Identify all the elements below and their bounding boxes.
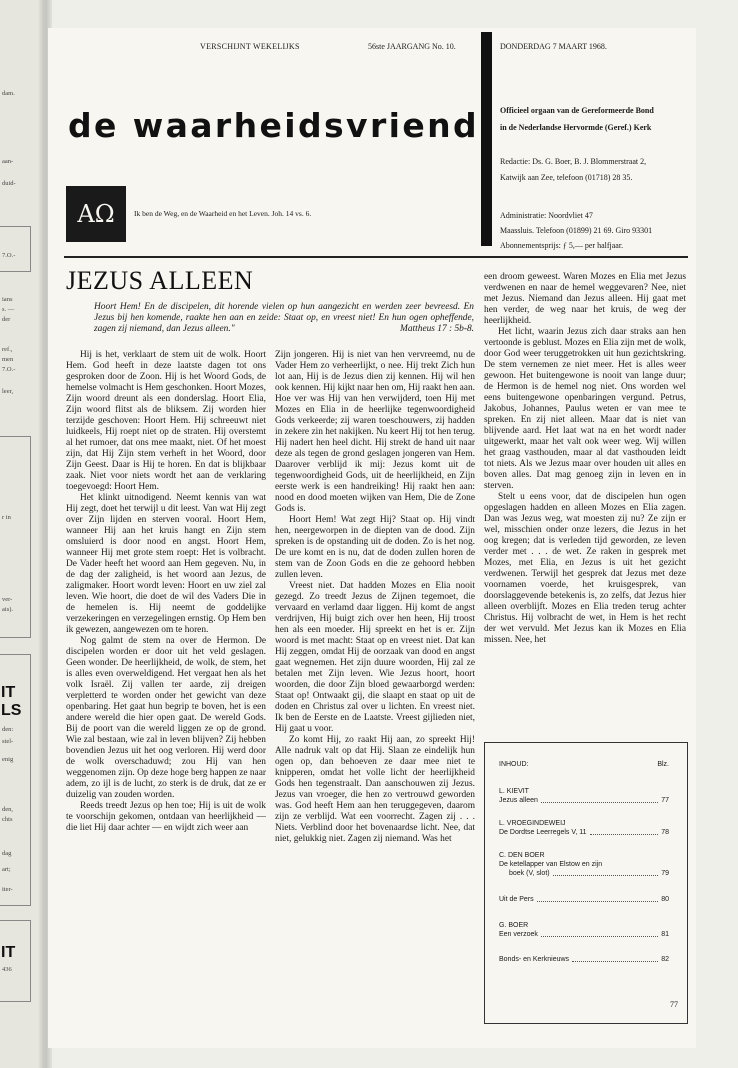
toc-title: Bonds- en Kerknieuws xyxy=(499,956,570,963)
article-column-2 xyxy=(275,350,475,1038)
editorial-line: Katwijk aan Zee, telefoon (01718) 28 35. xyxy=(500,173,633,182)
prev-page-fragment: ians xyxy=(2,296,13,303)
admin-line: Maassluis. Telefoon (01899) 21 69. Giro 93301 xyxy=(500,226,653,235)
intro-text: Hoort Hem! En de discipelen, dit horende vielen op hun aangezicht en werden zeer bevreesd. En Jezus bij hen komende, raakte hen aan en zeide: Staat op, en vreest niet! En hun ogen opheffende, zagen zij niemand, dan Jezus alleen." xyxy=(94,302,474,334)
article-intro-quote xyxy=(94,302,474,335)
header-rule xyxy=(64,256,688,258)
paragraph: Zo komt Hij, zo raakt Hij aan, zo spreekt Hij! Alle nadruk valt op dat Hij. Slaan ze eindelijk hun ogen op, dan behoeven ze daar mee niet te knipperen, omdat het volle licht der heerlijkheid Gods hen tegenstraalt. Dan aanschouwen zij Jezus. Jezus van vroeger, die hen zo vertrouwd geworden was. God heeft Hem aan hen teruggegeven, daarom zijn ze verblijd. Wat een voorrecht. Zagen zij . . . Niets. Verblind door het bovenaardse licht. Nee, dat niet, gelukkig niet. Zagen zij niemand. Was het xyxy=(275,735,475,844)
motto-text: Ik ben de Weg, en de Waarheid en het Leven. Joh. 14 vs. 6. xyxy=(134,209,312,218)
prev-page-heading: IT xyxy=(1,684,16,701)
toc-title: boek (V, slot) xyxy=(509,870,550,877)
prev-page-fragment: s. — xyxy=(2,306,15,313)
paragraph: Hoort Hem! Wat zegt Hij? Staat op. Hij vindt hen, neergeworpen in de diepten van de dood. Zijn spreken is de opstanding uit de doden. Zo is het nog. De ure komt en is nu, dat de doden zullen horen de stem van de Zoon Gods en die ze gehoord hebben zullen leven. xyxy=(275,515,475,580)
toc-page: 78 xyxy=(661,829,669,836)
official-line: in de Nederlandse Hervormde (Geref.) Kerk xyxy=(500,123,652,132)
article-title: JEZUS ALLEEN xyxy=(66,266,254,295)
prev-page-fragment: enig xyxy=(2,756,14,763)
toc-entry[interactable] xyxy=(499,895,669,904)
prev-page-fragment: chts xyxy=(2,816,13,823)
prev-page-fragment: der xyxy=(2,316,11,323)
prev-page-fragment: art; xyxy=(2,866,11,873)
masthead-title: de waarheidsvriend xyxy=(68,106,480,145)
prev-page-fragment: den, xyxy=(2,806,14,813)
prev-page-fragment: 7.O.- xyxy=(2,252,16,259)
prev-page-fragment: dam. xyxy=(2,90,15,97)
official-organ-text xyxy=(500,102,654,136)
paragraph: Het klinkt uitnodigend. Neemt kennis van wat Hij zegt, doet het terwijl u dit leest. Van wat Hij zegt over Zijn lijden en sterven vooral. Hoort Hem, wanneer Hij aan het kruis hangt en Zijn stem omsluierd is door nood en angst. Hoort Hem, wanneer Hij met grote stem roept: Het is volbracht. De Vader heeft het woord aan Hem gegeven. Nu, in de dag der zaligheid, is het woord aan Jezus, de zaligmaker. Hoort wordt leven: Hoort en uw ziel zal leven. Wie hoort, die doet de wil des Vaders Die in de hemelen is. Hij neemt de goddelijke verzekeringen en verzegelingen ernstig. Op Hem ben ik gewezen, aangewezen om te horen. xyxy=(66,493,266,635)
prev-page-fragment: 7.O.- xyxy=(2,366,16,373)
article-column-1 xyxy=(66,350,266,1038)
toc-page: 77 xyxy=(661,797,669,804)
editorial-line: Redactie: Ds. G. Boer, B. J. Blommerstraat 2, xyxy=(500,157,647,166)
scripture-reference: Mattheus 17 : 5b-8. xyxy=(400,324,474,334)
toc-page-label: Blz. xyxy=(657,761,669,768)
prev-page-fragment: dag xyxy=(2,850,12,857)
toc-heading-label: INHOUD: xyxy=(499,761,529,768)
toc-entry[interactable] xyxy=(499,921,669,939)
toc-entry[interactable] xyxy=(499,787,669,805)
paragraph: Stelt u eens voor, dat de discipelen hun ogen opgeslagen hadden en alleen Mozes en Elia zagen. Dan was Jezus weg, wat moesten zij nu? Ze zijn er wel, misschien onder onze lezers, die Jezus in het oog kregen; dat is verleden tijd geworden, ze leven verder met . . . de wet. Ze raken in gesprek met Mozes, met Elia, en Jezus is uit het gezicht verdwenen. Terwijl het gesprek dat Jezus met deze voornamen voerde, het kruisgesprek, van doorslaggevende betekenis is, zo zelfs, dat Jezus hier alleen overblijft. Mozes en Elia treden terug achter Christus. Hij volbracht de wet, in Hem is het recht der wet vervuld. Met Jezus kan ik Mozes en Elia missen. Nee, het xyxy=(484,492,686,645)
toc-entry[interactable] xyxy=(499,819,669,837)
header-divider-bar xyxy=(481,32,492,246)
toc-title: Uit de Pers xyxy=(499,896,534,903)
prev-page-fragment: iter- xyxy=(2,886,13,893)
toc-title: De ketellapper van Elstow en zijn xyxy=(499,861,603,868)
table-of-contents xyxy=(484,742,688,1024)
toc-author: G. BOER xyxy=(499,922,529,929)
toc-page: 81 xyxy=(661,931,669,938)
toc-title: Een verzoek xyxy=(499,931,538,938)
volume-number: 56ste JAARGANG No. 10. xyxy=(368,42,456,51)
prev-page-fragment: ref., xyxy=(2,346,13,353)
paragraph: Reeds treedt Jezus op hen toe; Hij is uit de wolk te voorschijn gekomen, ontdaan van heerlijkheid — die liet Hij daar achter — en wijdt zich weer aan xyxy=(66,801,266,833)
subscription-price: Abonnementsprijs: ƒ 5,— per halfjaar. xyxy=(500,241,624,250)
prev-page-fragment: r in xyxy=(2,514,11,521)
prev-page-fragment: 436 xyxy=(2,966,12,973)
prev-page-fragment: ais). xyxy=(2,606,14,613)
prev-page-fragment: den: xyxy=(2,726,14,733)
publication-frequency: VERSCHIJNT WEKELIJKS xyxy=(200,42,300,51)
paragraph: Het licht, waarin Jezus zich daar straks aan hen vertoonde is geblust. Mozes en Elia zijn met de wolk, door God weer teruggetrokken uit hun gezichtskring. De stem vernemen ze niet meer. Het is alles weer gewoon. Het buitengewone is nooit van lange duur; de Hermon is de hemel nog niet. Ons worden wel eens buitengewone openbaringen vergund. Petrus, Jakobus, Johannes, Paulus weten er van mee te spreken. En zij niet alleen. Maar dat is niet van blijvende aard. Het laat wat na en het wordt nader uitgewerkt, maar het valt ook weer weg. Wij willen het graag vasthouden, maar al dat vasthouden leidt tot niets. Als we Jezus maar over houden uit alles en boven alles. Dat mag genoeg zijn in leven en in sterven. xyxy=(484,327,686,491)
paragraph: Nog galmt de stem na over de Hermon. De discipelen worden er door uit het veld geslagen. Geen wonder. De heerlijkheid, de wolk, de stem, het is alles even overweldigend. Het vergaat hen als het volk Israël. Zij vallen ter aarde, zij dreigen verpletterd te worden onder het gewicht van deze openbaring. Het gaat hun begrip te boven, het is een andere wereld die hier open gaat. De wereld Gods. Bij de poort van die wereld liggen ze op de grond. Wie zal bestaan, wie zal in leven blijven? Zij hebben bovendien Jezus uit het oog verloren. Hij werd door de wolk overschaduwd; zou Hij van hen weggenomen zijn. Op deze hoge berg happen ze naar adem, zo ijl is de lucht, zo sterk is de druk, dat ze er duizelig van zouden worden. xyxy=(66,636,266,800)
toc-heading xyxy=(499,761,669,768)
toc-page: 82 xyxy=(661,956,669,963)
toc-title: De Dordtse Leerregels V, 11 xyxy=(499,829,587,836)
prev-page-fragment: aan- xyxy=(2,158,14,165)
official-line: Officieel orgaan van de Gereformeerde Bond xyxy=(500,106,654,115)
toc-author: L. KIEVIT xyxy=(499,788,529,795)
admin-line: Administratie: Noordvliet 47 xyxy=(500,211,593,220)
prev-page-fragment: leer, xyxy=(2,388,14,395)
page-number: 77 xyxy=(670,1000,678,1009)
issue-date: DONDERDAG 7 MAART 1968. xyxy=(500,42,607,51)
paragraph: Vreest niet. Dat hadden Mozes en Elia nooit gezegd. Zo treedt Jezus de Zijnen tegemoet, die vervaard en verlamd daar liggen. Hij komt de angst verdrijven, Hij buigt zich over hen heen, Hij troost hen als een moeder. Hij spreekt en het is er. Zijn woord is met macht: Staat op en vreest niet. Dat kan Hij zeggen, omdat Hij de oorzaak van dood en angst gaat wegnemen. Het zijn duure woorden, Hij zal ze betalen met Zijn leven. Wie Jezus hoort, hoort woorden, die door Zijn bloed gewaarborgd werden: Staat op! Ontwaakt gij, die slaapt en staat op uit de doden en Christus zal over u lichten. En vreest niet. Ik ben de Eerste en de Laatste. Vreest gijlieden niet, Hij gaat u voor. xyxy=(275,581,475,734)
administration-info xyxy=(500,208,652,253)
toc-author: L. VROEGINDEWEIJ xyxy=(499,820,566,827)
toc-author: C. DEN BOER xyxy=(499,852,545,859)
alpha-omega-logo: AΩ xyxy=(66,186,126,242)
prev-page-fragment: stel- xyxy=(2,738,14,745)
editorial-address xyxy=(500,154,646,186)
prev-page-fragment: ver- xyxy=(2,596,13,603)
toc-entry[interactable] xyxy=(499,955,669,964)
prev-page-heading: LS xyxy=(1,702,22,719)
toc-entry[interactable] xyxy=(499,851,669,878)
prev-page-fragment: duid- xyxy=(2,180,16,187)
prev-page-box xyxy=(0,226,31,272)
prev-page-fragment: men xyxy=(2,356,14,363)
toc-title: Jezus alleen xyxy=(499,797,538,804)
paragraph: Hij is het, verklaart de stem uit de wolk. Hoort Hem. God heeft in deze laatste dagen tot ons gesproken door de Zoon. Hij is het Woord Gods, de hemelse volmacht is Hem geschonken. Hoort Mozes, Zijn woord dreunt als een donderslag. Hoort Elia, Zijn woord flitst als de bliksem. Zij worden hier terzijde geschoven: Hoort Hem. Hij schreeuwt niet luidkeels, Hij roept niet op de straten. Hij overstemt al het rumoer, dat ons mee maakt, niet. Of het moest zijn, dat Hij Zijn stem verheft in het Woord, door Zijn Geest. Daar is Hij te horen. En dat is blijkbaar zaak. Niet voor niets wordt het aan de verklaring toegevoegd: Hoort Hem. xyxy=(66,350,266,492)
paragraph: Zijn jongeren. Hij is niet van hen vervreemd, nu de Vader Hem zo verheerlijkt, o nee. Hij trekt Zich hun lot aan, Hij is de Jezus dien zij kennen. Hij wil hen ook kennen. Hij kijkt naar hen om, Hij raakt hen aan. Hoe ver was Hij van hen verwijderd, toen Hij met Mozes en Elia in de heerlijke tegenwoordigheid Gods verkeerde; zij waren toeschouwers, zij hadden in zekere zin het nakijken. Nu keert Hij tot hen terug. Hij nadert hen heel dicht. Hij strekt de hand uit naar deze als tegen de grond geslagen jongeren van Hem. Daarover verblijd ik mij: Jezus komt uit de tegenwoordigheid Gods, uit de heerlijkheid, en Zijn eerste werk is een handreiking! Hij raakt hen aan: nood en dood moeten wijken van Hem, Die de Zone Gods is. xyxy=(275,350,475,514)
paragraph: een droom geweest. Waren Mozes en Elia met Jezus verdwenen en naar de hemel weggevaren? Nee, niet met Jezus. Niemand dan Jezus alleen. Hij gaat met hen verder, de weg naar het kruis, de weg der heerlijkheid. xyxy=(484,272,686,326)
toc-page: 80 xyxy=(661,896,669,903)
prev-page-heading: IT xyxy=(1,944,16,961)
toc-page: 79 xyxy=(661,870,669,877)
article-column-3 xyxy=(484,272,686,722)
